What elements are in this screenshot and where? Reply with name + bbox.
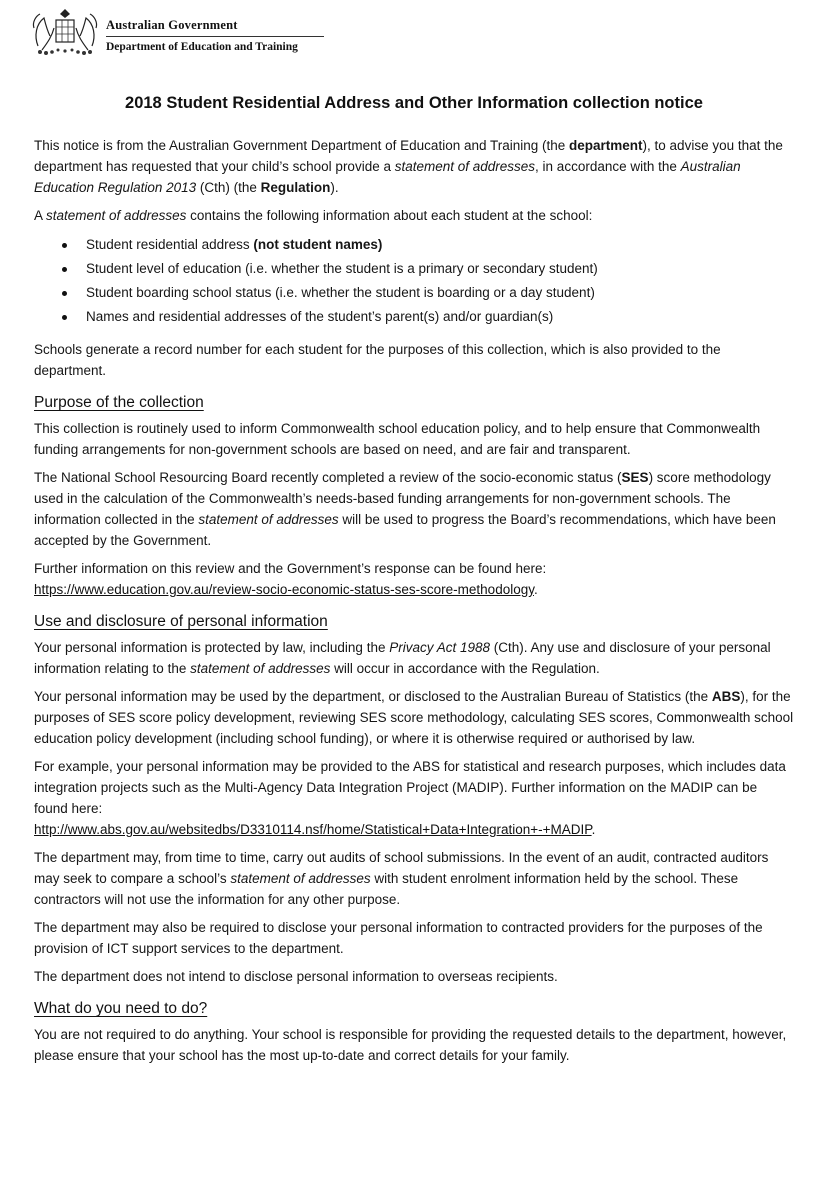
government-name: Australian Government bbox=[106, 18, 238, 32]
list-item: Student level of education (i.e. whether the student is a primary or secondary student) bbox=[86, 257, 794, 281]
further-info-paragraph: Further information on this review and the Government’s response can be found here: https://www.education.gov.au/review-socio-economic-status-ses-score-methodology. bbox=[34, 561, 547, 597]
record-number-paragraph: Schools generate a record number for each student for the purposes of this collection, which is also provided to the department. bbox=[34, 342, 721, 378]
what-to-do-paragraph: You are not required to do anything. Your school is responsible for providing the requested details to the department, however, please ensure that your school has the most up-to-date and correct details for your family. bbox=[34, 1027, 787, 1063]
purpose-paragraph: This collection is routinely used to inform Commonwealth school education policy, and to help ensure that Commonwealth funding arrangements for non-government schools are based on need, and are fair and transparent. bbox=[34, 421, 761, 457]
overseas-paragraph: The department does not intend to disclose personal information to overseas recipients. bbox=[34, 969, 558, 984]
header-divider bbox=[106, 36, 324, 37]
purpose-heading: Purpose of the collection bbox=[34, 394, 204, 411]
department-name: Department of Education and Training bbox=[106, 41, 298, 53]
abs-disclosure-paragraph: Your personal information may be used by the department, or disclosed to the Australian Bureau of Statistics (the ABS), for the purposes of SES score policy development, reviewing SES score methodology, calculating SES scores, Commonwealth school education policy development (including school funding), or where it is otherwise required or authorised by law. bbox=[34, 689, 794, 746]
coat-of-arms-icon bbox=[30, 6, 100, 56]
review-paragraph: The National School Resourcing Board recently completed a review of the socio-economic status (SES) score methodology used in the calculation of the Commonwealth’s needs-based funding arrangements for non-government schools. The information collected in the statement of addresses will be used to progress the Board’s recommendations, which have been accepted by the Government. bbox=[34, 470, 776, 548]
list-item: Names and residential addresses of the student’s parent(s) and/or guardian(s) bbox=[86, 305, 794, 329]
privacy-paragraph: Your personal information is protected by law, including the Privacy Act 1988 (Cth). Any use and disclosure of your personal information relating to the statement of addresses will occur in accordance with the Regulation. bbox=[34, 640, 771, 676]
list-item: Student boarding school status (i.e. whether the student is boarding or a day student) bbox=[86, 281, 794, 305]
list-item: Student residential address (not student names) bbox=[86, 233, 794, 257]
page-title: 2018 Student Residential Address and Other Information collection notice bbox=[125, 94, 703, 112]
audit-paragraph: The department may, from time to time, carry out audits of school submissions. In the event of an audit, contracted auditors may seek to compare a school’s statement of addresses with student enrolment information held by the school. These contractors will not use the information for any other purpose. bbox=[34, 850, 769, 907]
statement-contents-list bbox=[34, 233, 794, 329]
madip-paragraph: For example, your personal information may be provided to the ABS for statistical and research purposes, which includes data integration projects such as the Multi-Agency Data Integration Project (MADIP). Further information on the MADIP can be found here: http://www.abs.gov.au/websitedbs/D3310114.nsf/home/Statistical+Data+Integration+-+MADIP. bbox=[34, 759, 786, 837]
notice-body bbox=[34, 94, 794, 1073]
madip-link[interactable]: http://www.abs.gov.au/websitedbs/D3310114.nsf/home/Statistical+Data+Integration+-+MADIP bbox=[34, 822, 592, 837]
intro-paragraph: This notice is from the Australian Government Department of Education and Training (the department), to advise you that the department has requested that your child’s school provide a statement of addresses, in accordance with the Australian Education Regulation 2013 (Cth) (the Regulation). bbox=[34, 138, 783, 195]
what-to-do-heading: What do you need to do? bbox=[34, 1000, 208, 1017]
statement-intro-paragraph: A statement of addresses contains the following information about each student at the school: bbox=[34, 208, 593, 223]
ict-paragraph: The department may also be required to disclose your personal information to contracted providers for the purposes of the provision of ICT support services to the department. bbox=[34, 920, 763, 956]
use-disclosure-heading: Use and disclosure of personal information bbox=[34, 613, 328, 630]
ses-review-link[interactable]: https://www.education.gov.au/review-socio-economic-status-ses-score-methodology bbox=[34, 582, 534, 597]
government-header bbox=[26, 2, 346, 58]
